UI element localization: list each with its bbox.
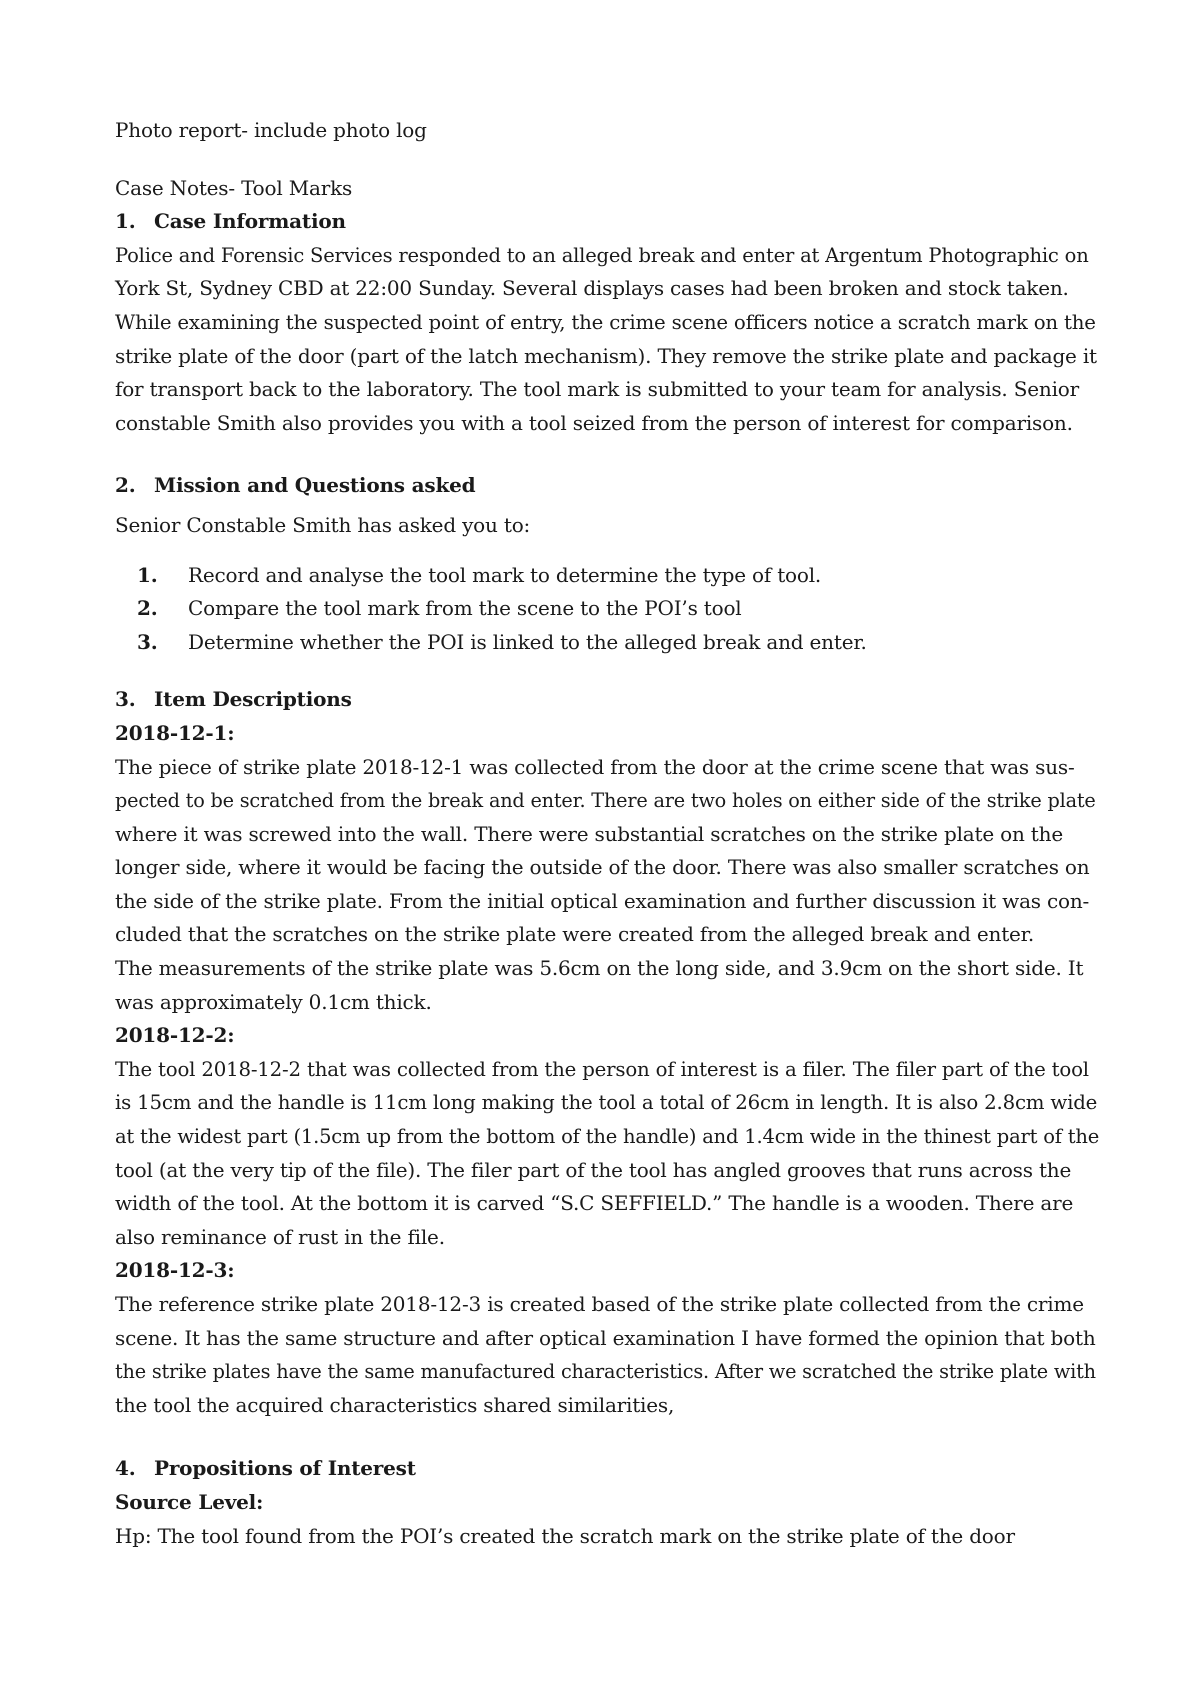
item-2-line: also reminance of rust in the file.: [115, 1224, 445, 1249]
hp-proposition: Hp: The tool found from the POI’s created the scratch mark on the strike plate of the door: [115, 1523, 1015, 1548]
item-2-label: 2018-12-2:: [115, 1023, 235, 1048]
section-1-line: strike plate of the door (part of the latch mechanism). They remove the strike plate and package it: [115, 343, 1097, 368]
item-1-line: The piece of strike plate 2018-12-1 was collected from the door at the crime scene that was sus-: [115, 754, 1075, 779]
section-1-line: constable Smith also provides you with a tool seized from the person of interest for comparison.: [115, 410, 1073, 435]
item-1-line: pected to be scratched from the break and enter. There are two holes on either side of the strike plate: [115, 789, 1096, 813]
item-2-line: The tool 2018-12-2 that was collected from the person of interest is a filer. The filer part of the tool: [115, 1057, 1089, 1081]
item-3-line: The reference strike plate 2018-12-3 is created based of the strike plate collected from the crime: [115, 1292, 1084, 1316]
section-2-heading: [115, 469, 1100, 503]
section-1-line: for transport back to the laboratory. The tool mark is submitted to your team for analysis. Senior: [115, 377, 1079, 402]
item-1-line: cluded that the scratches on the strike plate were created from the alleged break and enter.: [115, 922, 1034, 947]
section-1-heading: [115, 205, 1100, 239]
section-4-heading: [115, 1452, 1100, 1486]
section-2-title: Mission and Questions asked: [154, 473, 476, 498]
question-number: 3.: [137, 629, 158, 654]
section-1-body: [115, 239, 1100, 441]
question-item: [115, 559, 1100, 593]
section-1-line: York St, Sydney CBD at 22:00 Sunday. Several displays cases had been broken and stock taken.: [115, 276, 1069, 301]
section-4-title: Propositions of Interest: [154, 1456, 416, 1481]
item-1-line: The measurements of the strike plate was 5.6cm on the long side, and 3.9cm on the short side. It: [115, 956, 1084, 981]
item-1-line: the side of the strike plate. From the initial optical examination and further discussion it was con-: [115, 888, 1090, 913]
photo-report-note: Photo report- include photo log: [115, 118, 427, 142]
section-3-heading: [115, 683, 1100, 717]
questions-list: [115, 559, 1100, 660]
question-number: 2.: [137, 596, 158, 621]
item-2-line: width of the tool. At the bottom it is carved “S.C SEFFIELD.” The handle is a wooden. There are: [115, 1191, 1074, 1216]
item-1-label: 2018-12-1:: [115, 720, 235, 745]
document-page: [115, 114, 1100, 1553]
item-3-line: the tool the acquired characteristics shared similarities,: [115, 1392, 675, 1417]
section-1-line: Police and Forensic Services responded to an alleged break and enter at Argentum Photographic on: [115, 243, 1089, 267]
question-item: [115, 626, 1100, 660]
source-level-label: Source Level:: [115, 1489, 264, 1514]
question-text: Compare the tool mark from the scene to the POI’s tool: [188, 596, 742, 621]
item-3-description: [115, 1288, 1100, 1422]
question-text: Record and analyse the tool mark to determine the type of tool.: [188, 562, 822, 587]
question-number: 1.: [137, 562, 158, 587]
section-1-line: While examining the suspected point of entry, the crime scene officers notice a scratch mark on the: [115, 310, 1096, 334]
item-3-line: scene. It has the same structure and after optical examination I have formed the opinion that both: [115, 1325, 1096, 1350]
item-3-line: the strike plates have the same manufactured characteristics. After we scratched the strike plate with: [115, 1360, 1096, 1384]
item-1-line: longer side, where it would be facing the outside of the door. There was also smaller scratches on: [115, 855, 1090, 880]
item-2-line: is 15cm and the handle is 11cm long making the tool a total of 26cm in length. It is also 2.8cm wide: [115, 1091, 1098, 1115]
item-1-line: where it was screwed into the wall. There were substantial scratches on the strike plate on the: [115, 821, 1063, 846]
section-2-number: 2.: [115, 473, 136, 498]
item-3-label: 2018-12-3:: [115, 1258, 235, 1283]
item-2-line: at the widest part (1.5cm up from the bottom of the handle) and 1.4cm wide in the thinest part of the: [115, 1125, 1100, 1149]
item-1-line: was approximately 0.1cm thick.: [115, 989, 432, 1014]
section-2-lead: Senior Constable Smith has asked you to:: [115, 512, 531, 537]
item-2-description: [115, 1053, 1100, 1255]
item-2-line: tool (at the very tip of the file). The filer part of the tool has angled grooves that runs across the: [115, 1157, 1072, 1182]
case-notes-title: Case Notes- Tool Marks: [115, 175, 353, 200]
item-1-description: [115, 751, 1100, 1020]
section-1-title: Case Information: [154, 209, 346, 234]
section-4-number: 4.: [115, 1456, 136, 1481]
section-3-title: Item Descriptions: [154, 687, 352, 712]
section-1-number: 1.: [115, 209, 136, 234]
question-item: [115, 592, 1100, 626]
question-text: Determine whether the POI is linked to the alleged break and enter.: [188, 629, 867, 654]
section-3-number: 3.: [115, 687, 136, 712]
